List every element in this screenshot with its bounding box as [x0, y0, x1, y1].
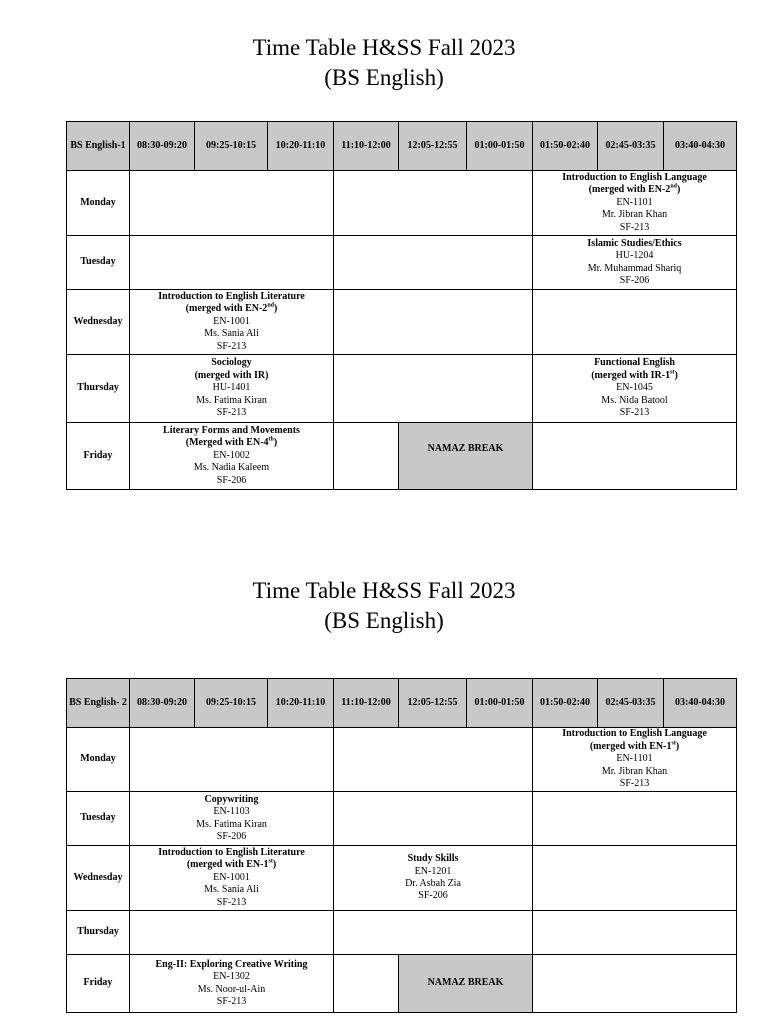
course-room: SF-213: [619, 407, 650, 419]
empty-slot: [130, 911, 334, 955]
day-label: Tuesday: [67, 792, 130, 846]
course-code: HU-1204: [615, 250, 654, 262]
slot-header: 08:30-09:20: [130, 679, 195, 728]
table-row: [67, 792, 737, 846]
slot-header: 11:10-12:00: [334, 679, 399, 728]
empty-slot: [533, 423, 737, 490]
course-room: SF-206: [418, 890, 448, 902]
day-label: Wednesday: [67, 290, 130, 355]
course-code: EN-1101: [616, 196, 653, 208]
course-teacher: Ms. Fatima Kiran: [196, 394, 267, 406]
course-title: Study Skills: [407, 853, 459, 865]
course-teacher: Ms. Nida Batool: [601, 394, 668, 406]
course-title: Eng-II: Exploring Creative Writing: [155, 958, 308, 970]
class-cell: [130, 846, 334, 911]
course-note: (merged with EN-2nd): [185, 303, 278, 315]
table-row: [67, 846, 737, 911]
slot-header: 02:45-03:35: [598, 122, 664, 171]
timetable-2-title: Time Table H&SS Fall 2023: [252, 578, 516, 603]
day-label: Monday: [67, 728, 130, 792]
table-row: [67, 171, 737, 236]
course-title: Introduction to English Literature: [158, 846, 305, 858]
course-code: EN-1045: [616, 382, 653, 394]
class-cell: [533, 355, 737, 423]
class-label: BS English- 2: [67, 679, 130, 728]
course-code: HU-1401: [212, 382, 251, 394]
course-room: SF-213: [619, 778, 650, 790]
day-label: Wednesday: [67, 846, 130, 911]
day-label: Thursday: [67, 355, 130, 423]
day-label: Monday: [67, 171, 130, 236]
empty-slot: [334, 290, 533, 355]
timetable-2-grid: [66, 678, 737, 1013]
timetable-1-subtitle: (BS English): [324, 65, 444, 90]
table-row: [67, 236, 737, 290]
class-cell: [533, 728, 737, 792]
class-label: BS English-1: [67, 122, 130, 171]
empty-slot: [334, 171, 533, 236]
slot-header: 01:00-01:50: [467, 679, 533, 728]
course-title: Sociology: [211, 357, 252, 369]
empty-slot: [533, 792, 737, 846]
slot-header: 01:00-01:50: [467, 122, 533, 171]
class-cell: [334, 846, 533, 911]
class-cell: [130, 423, 334, 490]
course-teacher: Ms. Noor-ul-Ain: [197, 983, 266, 995]
class-cell: [130, 955, 334, 1013]
slot-header: 09:25-10:15: [195, 679, 268, 728]
class-cell: [130, 792, 334, 846]
empty-slot: [533, 846, 737, 911]
course-room: SF-206: [216, 474, 247, 486]
slot-header: 10:20-11:10: [268, 679, 334, 728]
course-title: Functional English: [594, 357, 675, 369]
empty-slot: [334, 792, 533, 846]
timetable-1-title: Time Table H&SS Fall 2023: [252, 35, 516, 60]
course-title: Islamic Studies/Ethics: [587, 237, 682, 249]
header-row: [67, 679, 737, 728]
table-row: [67, 423, 737, 490]
empty-slot: [533, 290, 737, 355]
table-row: [67, 290, 737, 355]
day-label: Friday: [67, 423, 130, 490]
empty-slot: [334, 728, 533, 792]
course-teacher: Ms. Nadia Kaleem: [193, 462, 270, 474]
empty-slot: [130, 236, 334, 290]
course-teacher: Dr. Asbah Zia: [405, 878, 461, 889]
slot-header: 01:50-02:40: [533, 122, 598, 171]
course-teacher: Mr. Muhammad Shariq: [587, 262, 682, 274]
course-note: (merged with IR): [194, 369, 269, 381]
course-note: (merged with EN-1st): [186, 859, 277, 871]
course-code: EN-1001: [213, 871, 250, 883]
slot-header: 12:05-12:55: [399, 122, 467, 171]
class-cell: [130, 355, 334, 423]
course-title: Copywriting: [204, 793, 259, 805]
course-title: Introduction to English Literature: [158, 290, 305, 302]
slot-header: 11:10-12:00: [334, 122, 399, 171]
course-note: (merged with IR-1st): [591, 369, 678, 381]
slot-header: 09:25-10:15: [195, 122, 268, 171]
course-room: SF-206: [619, 274, 650, 286]
course-room: SF-213: [619, 221, 650, 233]
slot-header: 08:30-09:20: [130, 122, 195, 171]
class-cell: [533, 171, 737, 236]
empty-slot: [334, 955, 399, 1013]
empty-slot: [130, 728, 334, 792]
empty-slot: [334, 423, 399, 490]
table-row: [67, 911, 737, 955]
slot-header: 12:05-12:55: [399, 679, 467, 728]
course-code: EN-1302: [213, 971, 250, 983]
course-room: SF-213: [216, 407, 247, 419]
course-room: SF-213: [216, 896, 247, 908]
course-note: (merged with EN-1st): [589, 740, 680, 752]
course-code: EN-1101: [616, 753, 653, 765]
slot-header: 03:40-04:30: [664, 122, 737, 171]
course-title: Introduction to English Language: [562, 728, 707, 740]
day-label: Friday: [67, 955, 130, 1013]
header-row: [67, 122, 737, 171]
course-room: SF-213: [216, 995, 247, 1007]
course-teacher: Mr. Jibran Khan: [601, 765, 668, 777]
table-row: [67, 355, 737, 423]
course-code: EN-1103: [213, 806, 250, 818]
class-cell: [130, 290, 334, 355]
slot-header: 10:20-11:10: [268, 122, 334, 171]
course-teacher: Ms. Fatima Kiran: [196, 818, 267, 830]
course-teacher: Mr. Jibran Khan: [601, 209, 668, 221]
table-row: [67, 955, 737, 1013]
empty-slot: [533, 955, 737, 1013]
course-note: (merged with EN-2nd): [588, 184, 681, 196]
empty-slot: [334, 911, 533, 955]
day-label: Tuesday: [67, 236, 130, 290]
course-code: EN-1201: [414, 865, 452, 877]
class-cell: [533, 236, 737, 290]
table-row: [67, 728, 737, 792]
course-room: SF-206: [216, 830, 247, 842]
timetable-1-grid: [66, 121, 737, 490]
course-room: SF-213: [216, 340, 247, 352]
empty-slot: [334, 355, 533, 423]
namaz-break-cell: NAMAZ BREAK: [399, 955, 533, 1013]
empty-slot: [130, 171, 334, 236]
slot-header: 03:40-04:30: [664, 679, 737, 728]
namaz-break-cell: NAMAZ BREAK: [399, 423, 533, 490]
course-title: Introduction to English Language: [562, 171, 707, 183]
timetable-2-subtitle: (BS English): [324, 608, 444, 633]
day-label: Thursday: [67, 911, 130, 955]
empty-slot: [533, 911, 737, 955]
course-teacher: Ms. Sania Ali: [204, 328, 259, 340]
course-code: EN-1002: [213, 449, 250, 461]
course-title: Literary Forms and Movements: [163, 424, 300, 436]
course-note: (Merged with EN-4th): [185, 437, 278, 449]
course-code: EN-1001: [213, 315, 250, 327]
slot-header: 01:50-02:40: [533, 679, 598, 728]
empty-slot: [334, 236, 533, 290]
slot-header: 02:45-03:35: [598, 679, 664, 728]
course-teacher: Ms. Sania Ali: [204, 884, 259, 896]
